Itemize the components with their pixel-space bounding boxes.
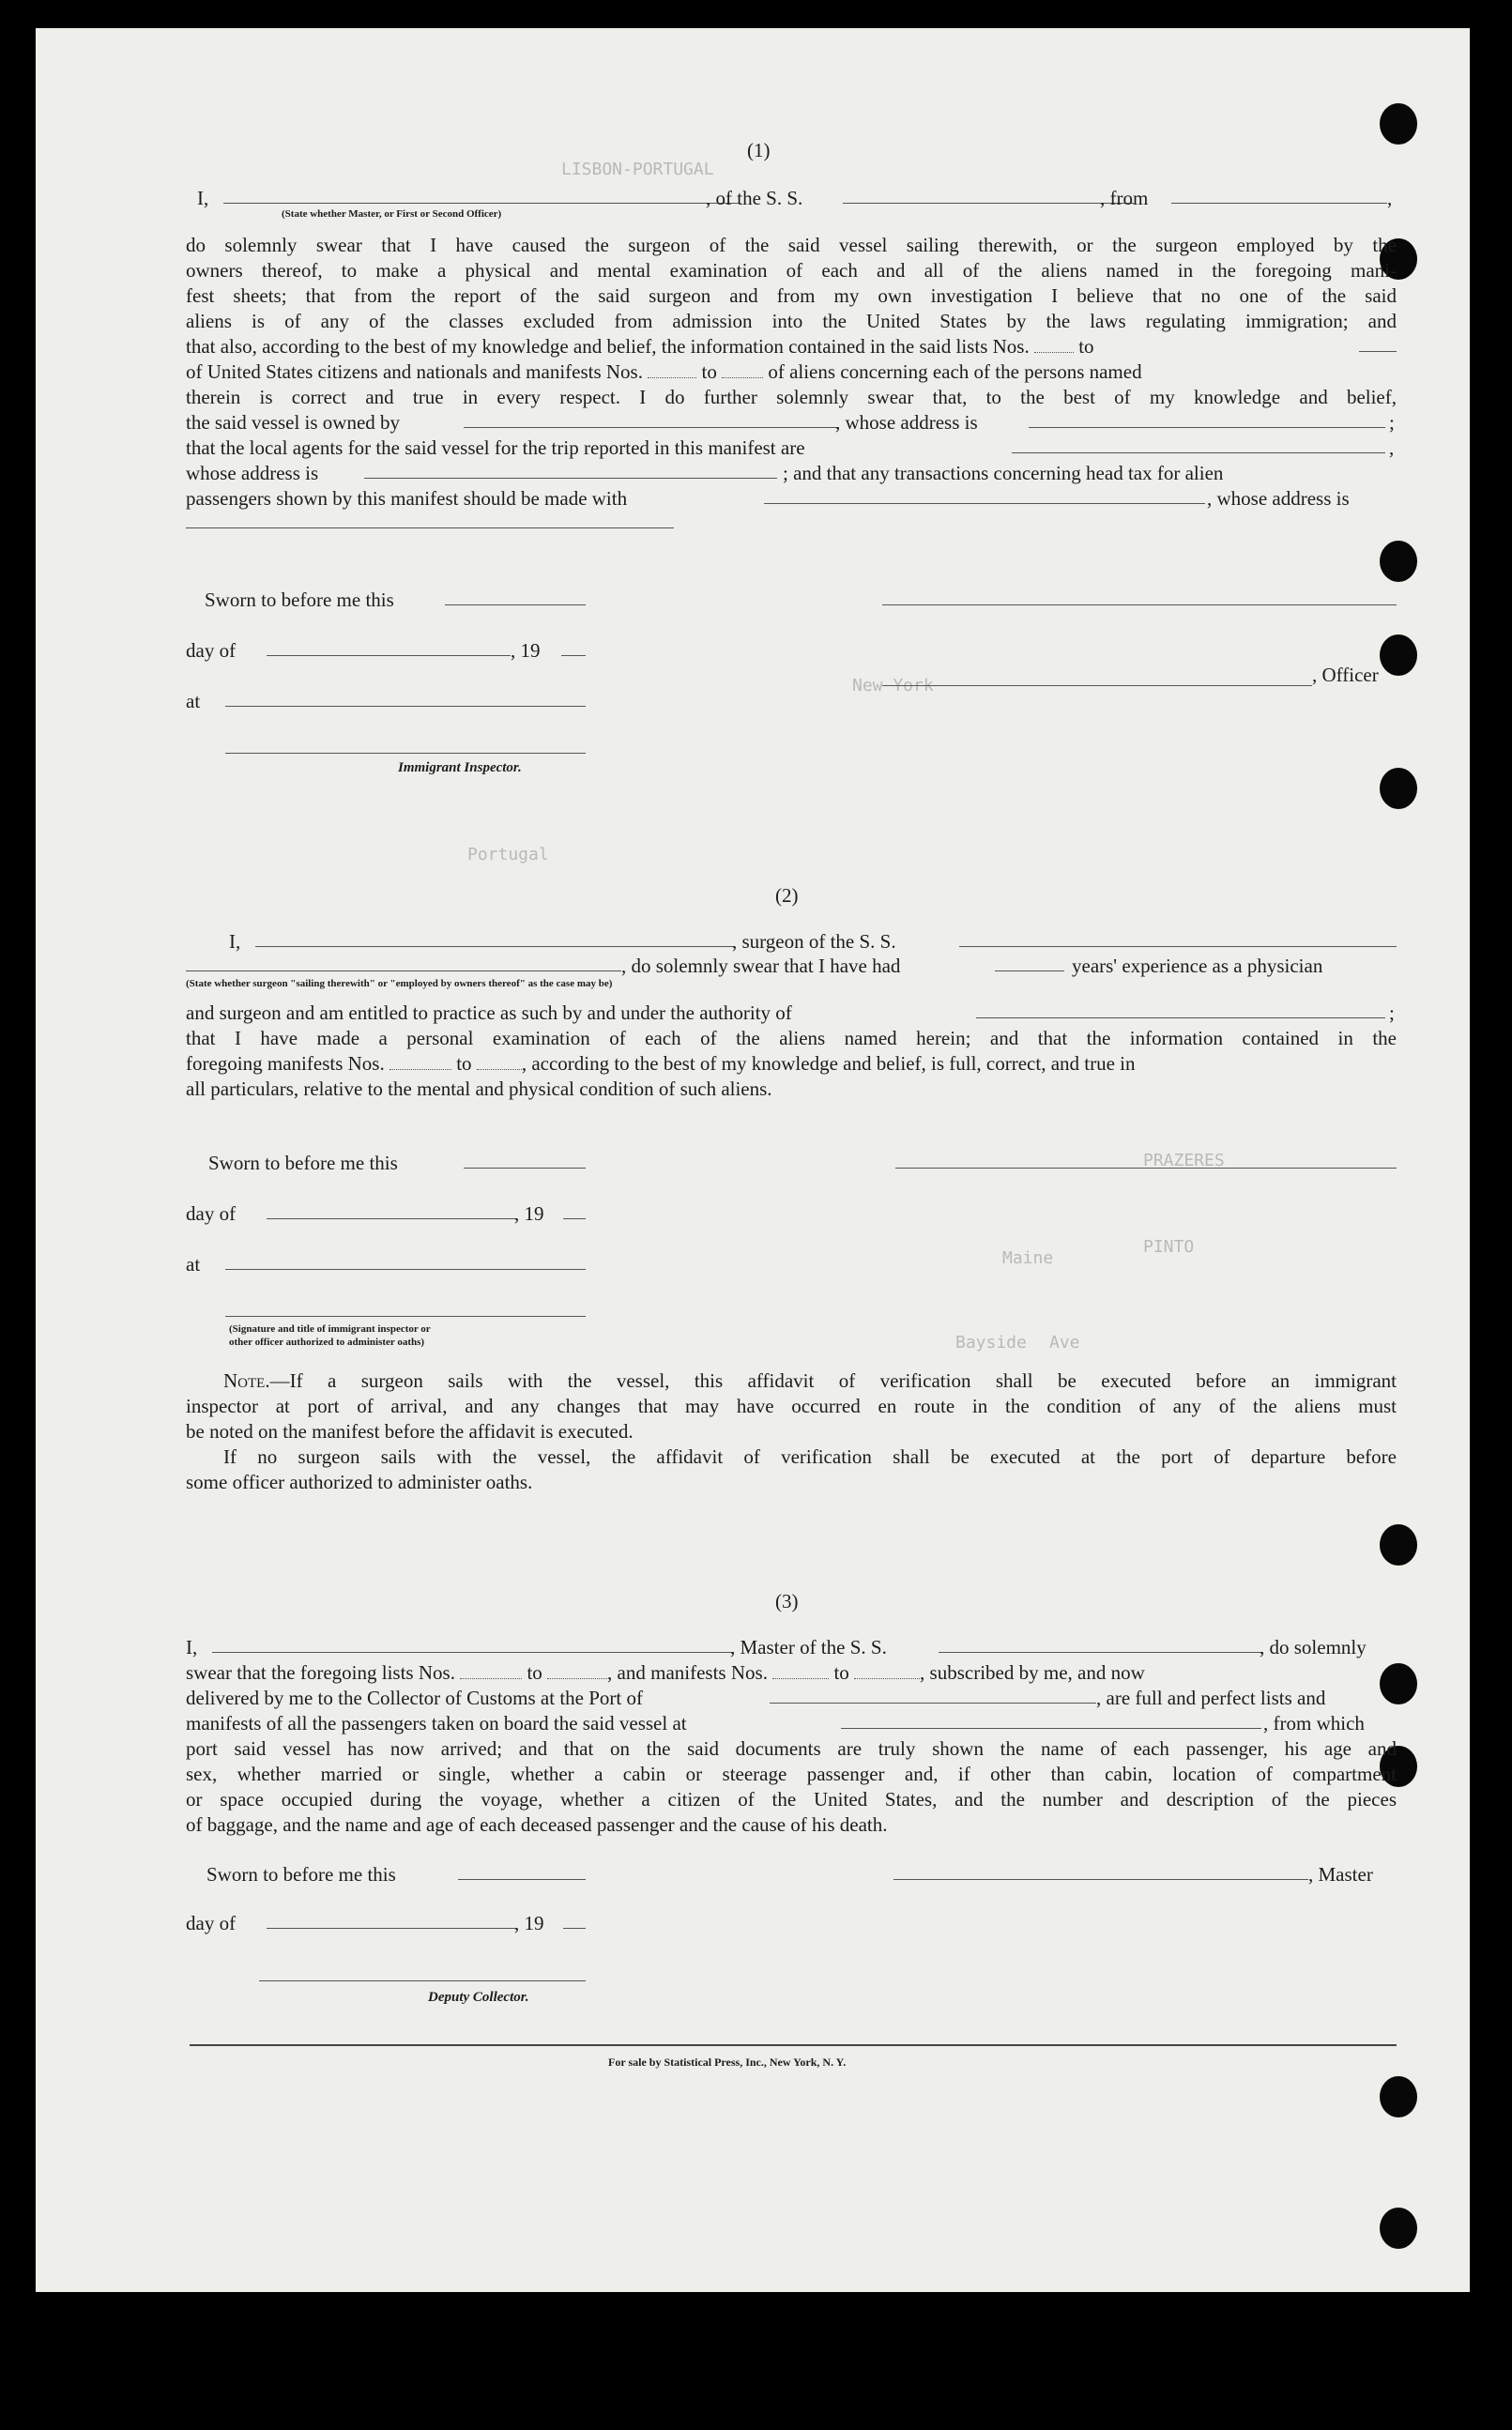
printer-credit: For sale by Statistical Press, Inc., New York, N. Y.: [608, 2056, 847, 2069]
sworn-label: Sworn to before me this: [205, 588, 394, 611]
agents-address-text: whose address is: [186, 462, 319, 484]
section2-text-line: [186, 1051, 1136, 1076]
manifests-end-text: of aliens concerning each of the persons named: [768, 360, 1142, 383]
ship-name-field: [843, 203, 1134, 204]
owner-text: the said vessel is owned by: [186, 411, 401, 434]
sworn-day-field: [445, 604, 586, 605]
to-label: to: [833, 1661, 849, 1684]
master-ship-field: [939, 1652, 1263, 1653]
section1-text-line: [186, 334, 1094, 359]
section1-text-line: owners thereof, to make a physical and mental examination of each and all of the aliens named in the foregoing mani-: [186, 259, 1397, 282]
at-label: at: [186, 690, 201, 712]
manifests-to-field: [477, 1054, 522, 1070]
note-line: some officer authorized to administer oaths.: [186, 1471, 533, 1493]
section2-text-line: that I have made a personal examination of each of the aliens named herein; and that the information contained in the: [186, 1027, 1397, 1049]
to-label: to: [456, 1052, 472, 1075]
manifests-from-field: [389, 1054, 451, 1070]
sworn-day-field: [458, 1879, 586, 1880]
officer-rank-field: [223, 203, 740, 204]
owner-address-field: [1029, 427, 1385, 428]
bleed-through-text: Ave: [1049, 1333, 1080, 1353]
lists-from-field: [460, 1663, 522, 1679]
head-tax-address-label: , whose address is: [1207, 487, 1350, 510]
year-label: , 19: [514, 1202, 544, 1225]
collector-text: delivered by me to the Collector of Customs at the Port of: [186, 1687, 643, 1709]
head-tax-agent-text: passengers shown by this manifest should be made with: [186, 487, 628, 510]
agents-address-field: [364, 478, 777, 479]
swear-text: , do solemnly swear that I have had: [621, 955, 901, 977]
lists-to-field: [547, 1663, 607, 1679]
punch-hole: [1380, 1663, 1417, 1704]
section1-text-line: therein is correct and true in every respect. I do further solemnly swear that, to the best of my knowledge and belief,: [186, 386, 1397, 408]
boarding-port-field: [841, 1728, 1261, 1729]
section3-i-label: I,: [186, 1636, 198, 1658]
to-label: to: [701, 360, 717, 383]
section1-oath-line: [197, 186, 208, 210]
ship-label: , of the S. S.: [706, 187, 803, 209]
punch-hole: [1380, 1524, 1417, 1566]
authority-text: and surgeon and am entitled to practice as such by and under the authority of: [186, 1001, 792, 1024]
line-end: ;: [1389, 1001, 1395, 1024]
manifests-text: of United States citizens and nationals and manifests Nos.: [186, 360, 643, 383]
to-label: to: [1078, 335, 1094, 358]
note-line: If no surgeon sails with the vessel, the affidavit of verification shall be executed at the port of departure before: [223, 1445, 1397, 1468]
line-end: ,: [1389, 436, 1395, 459]
punch-hole: [1380, 541, 1417, 582]
day-of-label: day of: [186, 1202, 237, 1225]
manifests-from-field: [648, 362, 696, 378]
officer-label: , Officer: [1312, 664, 1379, 686]
bleed-through-text: PINTO: [1143, 1237, 1195, 1257]
bleed-through-text: Portugal: [467, 845, 549, 864]
manifests-to-field: [854, 1663, 920, 1679]
inspector-signature-field: [225, 753, 586, 754]
manifests-text: foregoing manifests Nos.: [186, 1052, 385, 1075]
section3-text-line: [186, 1711, 687, 1735]
master-name-field: [212, 1652, 734, 1653]
note-line: inspector at port of arrival, and any changes that may have occurred en route in the condition of any of the aliens must: [186, 1395, 1397, 1417]
surgeon-ship-field: [959, 946, 1397, 947]
bleed-through-text: Bayside: [955, 1333, 1027, 1353]
note-text: —If a surgeon sails with the vessel, this affidavit of verification shall be executed before an immigrant: [269, 1369, 1397, 1392]
signature-caption: (Signature and title of immigrant inspector or: [229, 1323, 431, 1335]
manifest-sheet: [36, 28, 1470, 2292]
section1-i-label: I,: [197, 187, 209, 209]
section3-text-line: or space occupied during the voyage, whether a citizen of the United States, and the number and description of the pieces: [186, 1788, 1397, 1811]
surgeon-name-field: [255, 946, 734, 947]
section3-text-line: sex, whether married or single, whether a cabin or steerage passenger and, if other than cabin, location of compartment: [186, 1763, 1397, 1785]
surgeon-status-caption: (State whether surgeon "sailing therewith" or "employed by owners thereof" as the case may be): [186, 978, 613, 989]
boarded-text: manifests of all the passengers taken on board the said vessel at: [186, 1712, 687, 1735]
agents-text: that the local agents for the said vessel for the trip reported in this manifest are: [186, 436, 805, 459]
sworn-label: Sworn to before me this: [206, 1863, 396, 1886]
section3-text-line: of baggage, and the name and age of each deceased passenger and the cause of his death.: [186, 1813, 888, 1836]
section-number: (3): [775, 1590, 799, 1612]
footer-divider: [190, 2044, 1397, 2046]
inspector-caption: Immigrant Inspector.: [398, 760, 522, 775]
section3-text-line: [186, 1686, 643, 1710]
year-field: [563, 1218, 586, 1219]
master-signature-field: [893, 1879, 1308, 1880]
master-ship-label: , Master of the S. S.: [730, 1636, 887, 1658]
day-of-label: day of: [186, 639, 237, 662]
line-end: ,: [1387, 187, 1393, 209]
collector-signature-field: [259, 1980, 586, 1981]
belief-text: , according to the best of my knowledge and belief, is full, correct, and true in: [521, 1052, 1136, 1075]
punch-hole: [1380, 768, 1417, 809]
at-field: [225, 706, 586, 707]
punch-hole: [1380, 2208, 1417, 2249]
head-tax-text: ; and that any transactions concerning head tax for alien: [783, 462, 1224, 484]
section3-text-line: [186, 1660, 1145, 1685]
section1-text-line: aliens is of any of the classes excluded from admission into the United States by the laws regulating immigration; and: [186, 310, 1397, 332]
subscribed-text: , subscribed by me, and now: [920, 1661, 1145, 1684]
head-tax-agent-field: [764, 503, 1205, 504]
surgeon-ship-label: , surgeon of the S. S.: [732, 930, 896, 953]
signature-caption: other officer authorized to administer oaths): [229, 1337, 425, 1348]
lists-text: swear that the foregoing lists Nos.: [186, 1661, 455, 1684]
section1-text-line: [186, 410, 400, 435]
bleed-through-text: LISBON-PORTUGAL: [561, 160, 714, 179]
section-number: (1): [747, 139, 771, 161]
section2-text-line: all particulars, relative to the mental and physical condition of such aliens.: [186, 1077, 772, 1100]
punch-hole: [1380, 634, 1417, 676]
section-number: (2): [775, 884, 799, 907]
lists-from-field: [1034, 337, 1074, 353]
note-label: Note.: [223, 1369, 270, 1392]
section1-text-line: fest sheets; that from the report of the said surgeon and from my own investigation I believe that no one of the said: [186, 284, 1397, 307]
lists-to-field: [1359, 351, 1397, 352]
section1-text-line: [186, 461, 318, 485]
at-label: at: [186, 1253, 201, 1276]
bleed-through-text: New York: [852, 676, 934, 695]
officer-signature-field: [225, 1316, 586, 1317]
master-label: , Master: [1308, 1863, 1373, 1886]
officer-title-field: [882, 685, 1312, 686]
year-field: [561, 655, 586, 656]
from-which-text: , from which: [1263, 1712, 1365, 1735]
owner-address-label: , whose address is: [835, 411, 978, 434]
surgeon-status-field: [186, 970, 621, 971]
officer-signature-field: [882, 604, 1397, 605]
lists-text: that also, according to the best of my knowledge and belief, the information contained in the said lists Nos.: [186, 335, 1030, 358]
section1-text-line: do solemnly swear that I have caused the surgeon of the said vessel sailing therewith, or the surgeon employed by the: [186, 234, 1397, 256]
section1-text-line: [186, 486, 627, 511]
section3-text-line: port said vessel has now arrived; and that on the said documents are truly shown the name of each passenger, his age and: [186, 1737, 1397, 1760]
surgeon-signature-field: [895, 1168, 1397, 1169]
section2-i-label: I,: [229, 930, 241, 953]
do-solemnly-text: , do solemnly: [1260, 1636, 1367, 1658]
section1-text-line: [186, 359, 1142, 384]
from-label: , from: [1100, 187, 1149, 209]
note-line: [223, 1368, 1397, 1393]
day-of-label: day of: [186, 1912, 237, 1934]
at-field: [225, 1269, 586, 1270]
day-of-field: [267, 655, 511, 656]
rank-caption: (State whether Master, or First or Second Officer): [282, 208, 502, 220]
from-port-field: [1171, 203, 1387, 204]
manifests-label: , and manifests Nos.: [607, 1661, 768, 1684]
line-end: ;: [1389, 411, 1395, 434]
day-of-field: [267, 1928, 516, 1929]
note-line: be noted on the manifest before the affidavit is executed.: [186, 1420, 634, 1443]
port-field: [770, 1703, 1096, 1704]
experience-text: years' experience as a physician: [1072, 955, 1323, 977]
sworn-label: Sworn to before me this: [208, 1152, 398, 1174]
year-field: [563, 1928, 586, 1929]
bleed-through-text: PRAZERES: [1143, 1151, 1225, 1170]
owner-field: [464, 427, 839, 428]
manifests-from-field: [772, 1663, 829, 1679]
punch-hole: [1380, 103, 1417, 145]
manifests-to-field: [722, 362, 763, 378]
authority-field: [976, 1017, 1385, 1018]
section2-text-line: [186, 1001, 792, 1025]
bleed-through-text: Maine: [1002, 1248, 1054, 1268]
sworn-day-field: [464, 1168, 586, 1169]
year-label: , 19: [514, 1912, 544, 1934]
collector-caption: Deputy Collector.: [428, 1990, 529, 2005]
punch-hole: [1380, 2076, 1417, 2117]
year-label: , 19: [511, 639, 541, 662]
day-of-field: [267, 1218, 516, 1219]
experience-years-field: [995, 970, 1064, 971]
agents-field: [1012, 452, 1385, 453]
to-label: to: [527, 1661, 542, 1684]
head-tax-address-field: [186, 527, 674, 528]
section1-text-line: [186, 436, 805, 460]
perfect-lists-text: , are full and perfect lists and: [1096, 1687, 1326, 1709]
